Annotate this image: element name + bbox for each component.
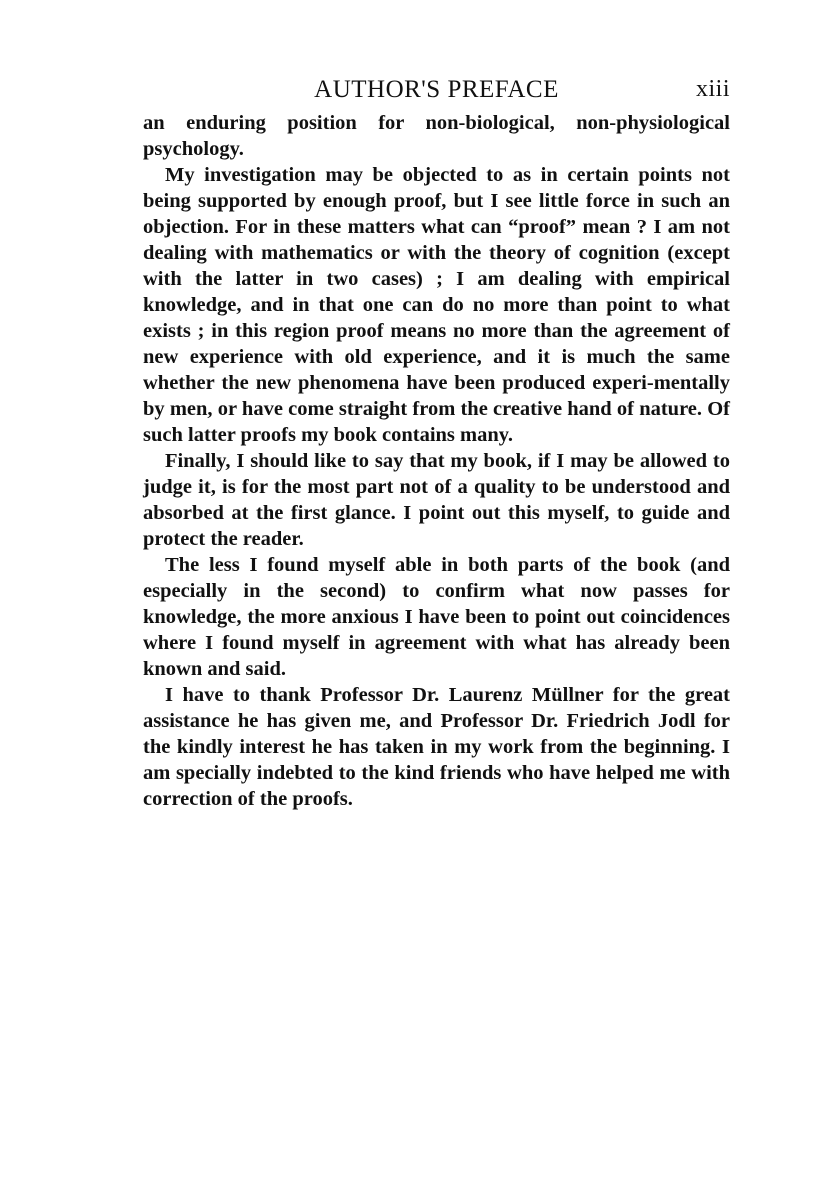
paragraph: The less I found myself able in both parts of the book (and especially in the second) to confirm what now passes for knowledge, the more anxious I have been to point out coincidences where I found myself in agreement with what has already been known and said.: [143, 554, 730, 680]
book-page: [143, 76, 730, 812]
running-head: AUTHOR'S PREFACE: [314, 76, 559, 103]
paragraph: My investigation may be objected to as in certain points not being supported by enough proof, but I see little force in such an objection. For in these matters what can “proof” mean ? I am not dealing with mathematics or with the theory of cognition (except with the latter in two cases) ; I am dealing with empirical knowledge, and in that one can do no more than point to what exists ; in this region proof means no more than the agreement of new experience with old experience, and it is much the same whether the new phenomena have been produced experi-mentally by men, or have come straight from the creative hand of nature. Of such latter proofs my book contains many.: [143, 164, 730, 446]
paragraph: I have to thank Professor Dr. Laurenz Müllner for the great assistance he has given me, and Professor Dr. Friedrich Jodl for the kindly interest he has taken in my work from the beginning. I am specially indebted to the kind friends who have helped me with correction of the proofs.: [143, 684, 730, 810]
paragraph: an enduring position for non-biological, non-physiological psychology.: [143, 112, 730, 160]
paragraph: Finally, I should like to say that my book, if I may be allowed to judge it, is for the most part not of a quality to be understood and absorbed at the first glance. I point out this myself, to guide and protect the reader.: [143, 450, 730, 550]
page-header: [143, 76, 730, 110]
body-text: [143, 110, 730, 812]
page-number: xiii: [695, 76, 730, 102]
